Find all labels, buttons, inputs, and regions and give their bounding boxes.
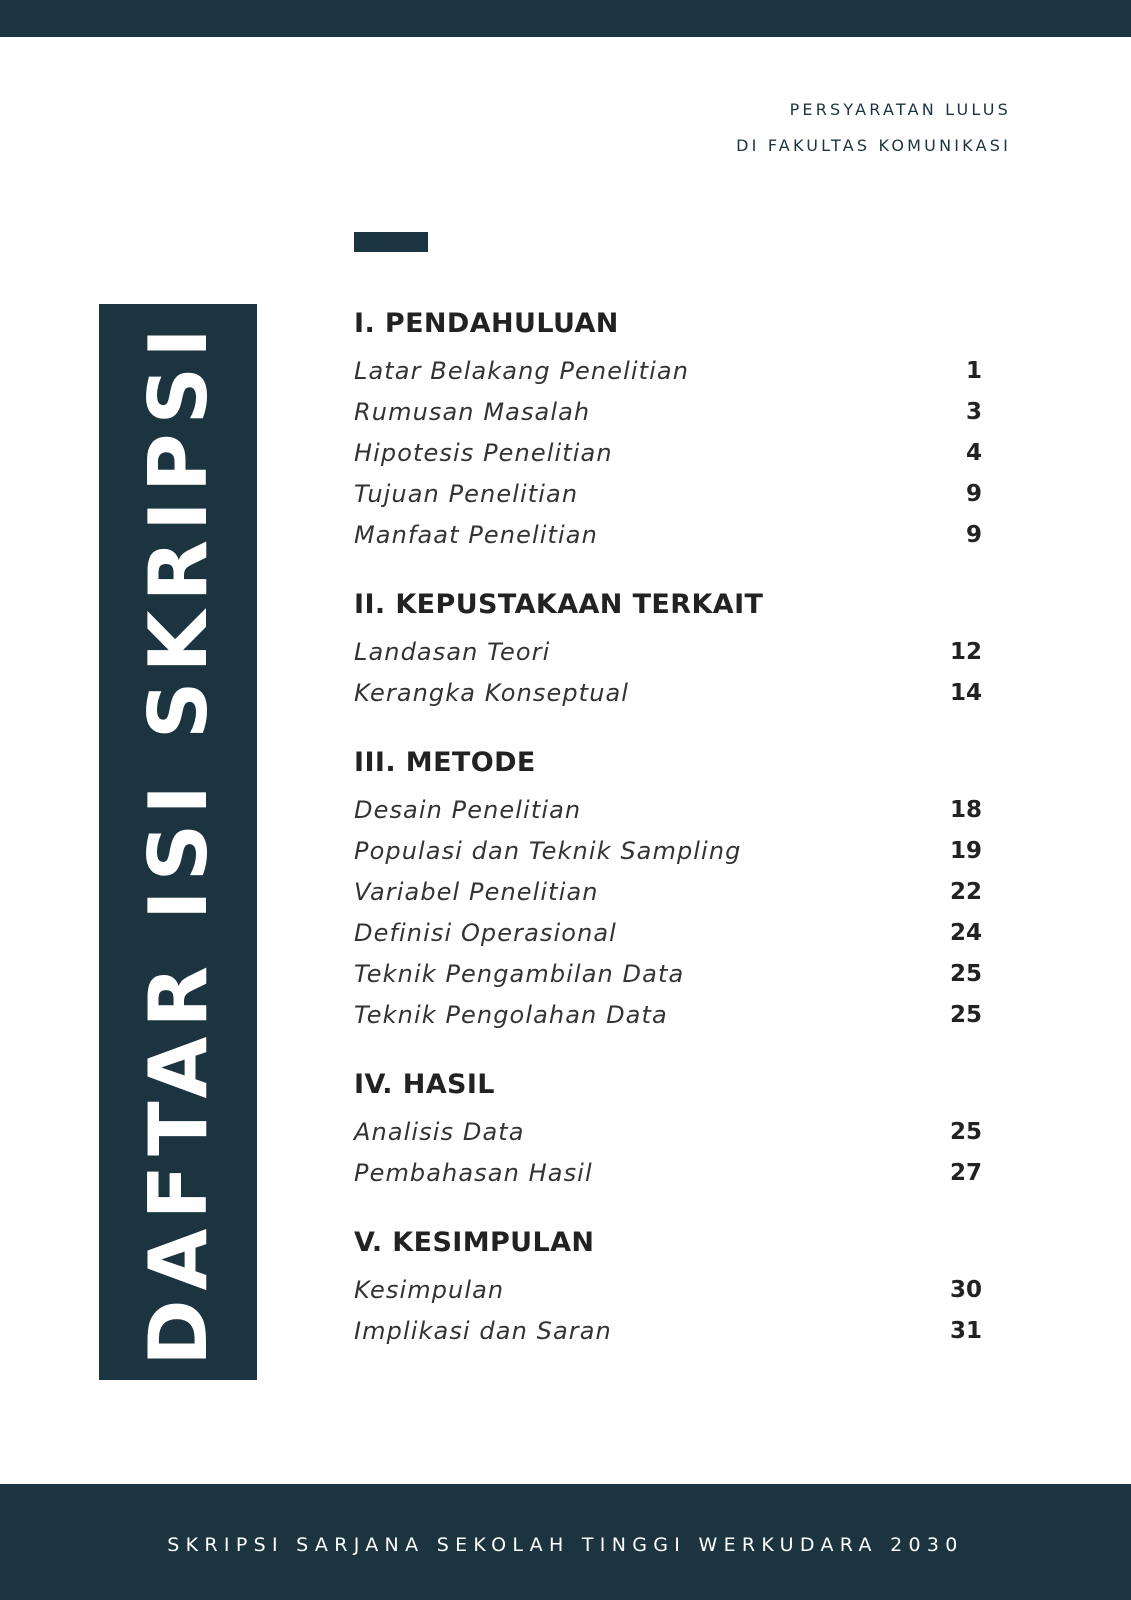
- entry-label: Populasi dan Teknik Sampling: [354, 836, 742, 865]
- toc-entry: [354, 1152, 984, 1193]
- entry-page-number: 19: [949, 837, 982, 864]
- toc-entry: [354, 789, 984, 830]
- entry-page-number: 18: [949, 796, 982, 823]
- entry-label: Kesimpulan: [354, 1275, 505, 1304]
- toc-section: [354, 1219, 984, 1351]
- toc-section: [354, 739, 984, 1035]
- section-title: I. PENDAHULUAN: [354, 308, 619, 339]
- entry-page-number: 27: [949, 1159, 982, 1186]
- entry-label: Manfaat Penelitian: [354, 520, 598, 549]
- section-title: IV. HASIL: [354, 1069, 495, 1100]
- entry-label: Kerangka Konseptual: [354, 678, 630, 707]
- toc-section: [354, 1061, 984, 1193]
- accent-bar: [354, 232, 428, 252]
- entry-page-number: 25: [949, 960, 982, 987]
- footer-text: SKRIPSI SARJANA SEKOLAH TINGGI WERKUDARA 2030: [167, 1534, 964, 1556]
- toc-entry: [354, 994, 984, 1035]
- section-title: V. KESIMPULAN: [354, 1227, 595, 1258]
- toc-entry: [354, 830, 984, 871]
- entry-label: Implikasi dan Saran: [354, 1316, 612, 1345]
- footer-bar: [0, 1484, 1131, 1600]
- section-title: II. KEPUSTAKAAN TERKAIT: [354, 589, 764, 620]
- entry-page-number: 4: [965, 439, 982, 466]
- entry-page-number: 30: [949, 1276, 982, 1303]
- toc-entry: [354, 473, 984, 514]
- toc-entry: [354, 672, 984, 713]
- entry-page-number: 22: [949, 878, 982, 905]
- toc-entry: [354, 912, 984, 953]
- toc-entry: [354, 871, 984, 912]
- entry-label: Pembahasan Hasil: [354, 1158, 593, 1187]
- entry-page-number: 24: [949, 919, 982, 946]
- entry-label: Hipotesis Penelitian: [354, 438, 613, 467]
- entry-page-number: 1: [965, 357, 982, 384]
- entry-page-number: 12: [949, 638, 982, 665]
- toc-entry: [354, 514, 984, 555]
- header: [736, 92, 1011, 164]
- entry-page-number: 25: [949, 1118, 982, 1145]
- entry-page-number: 3: [965, 398, 982, 425]
- entry-label: Variabel Penelitian: [354, 877, 599, 906]
- toc-entry: [354, 1269, 984, 1310]
- toc-entry: [354, 350, 984, 391]
- entry-label: Teknik Pengolahan Data: [354, 1000, 668, 1029]
- toc-entry: [354, 432, 984, 473]
- toc-entry: [354, 391, 984, 432]
- toc-entry: [354, 1111, 984, 1152]
- entry-label: Landasan Teori: [354, 637, 551, 666]
- toc-entry: [354, 631, 984, 672]
- section-title: III. METODE: [354, 747, 536, 778]
- toc-entry: [354, 953, 984, 994]
- entry-label: Desain Penelitian: [354, 795, 582, 824]
- entry-label: Latar Belakang Penelitian: [354, 356, 690, 385]
- entry-label: Teknik Pengambilan Data: [354, 959, 685, 988]
- top-bar: [0, 0, 1131, 37]
- entry-page-number: 25: [949, 1001, 982, 1028]
- table-of-contents: [354, 300, 984, 1377]
- side-panel: [99, 304, 257, 1380]
- toc-entry: [354, 1310, 984, 1351]
- entry-label: Definisi Operasional: [354, 918, 617, 947]
- entry-page-number: 9: [965, 480, 982, 507]
- toc-section: [354, 581, 984, 713]
- entry-label: Tujuan Penelitian: [354, 479, 579, 508]
- toc-section: [354, 300, 984, 555]
- entry-page-number: 9: [965, 521, 982, 548]
- entry-page-number: 14: [949, 679, 982, 706]
- header-line-2: DI FAKULTAS KOMUNIKASI: [736, 136, 1011, 155]
- entry-label: Rumusan Masalah: [354, 397, 591, 426]
- entry-page-number: 31: [949, 1317, 982, 1344]
- header-line-1: PERSYARATAN LULUS: [789, 100, 1011, 119]
- entry-label: Analisis Data: [354, 1117, 525, 1146]
- page-title: DAFTAR ISI SKRIPSI: [131, 318, 225, 1366]
